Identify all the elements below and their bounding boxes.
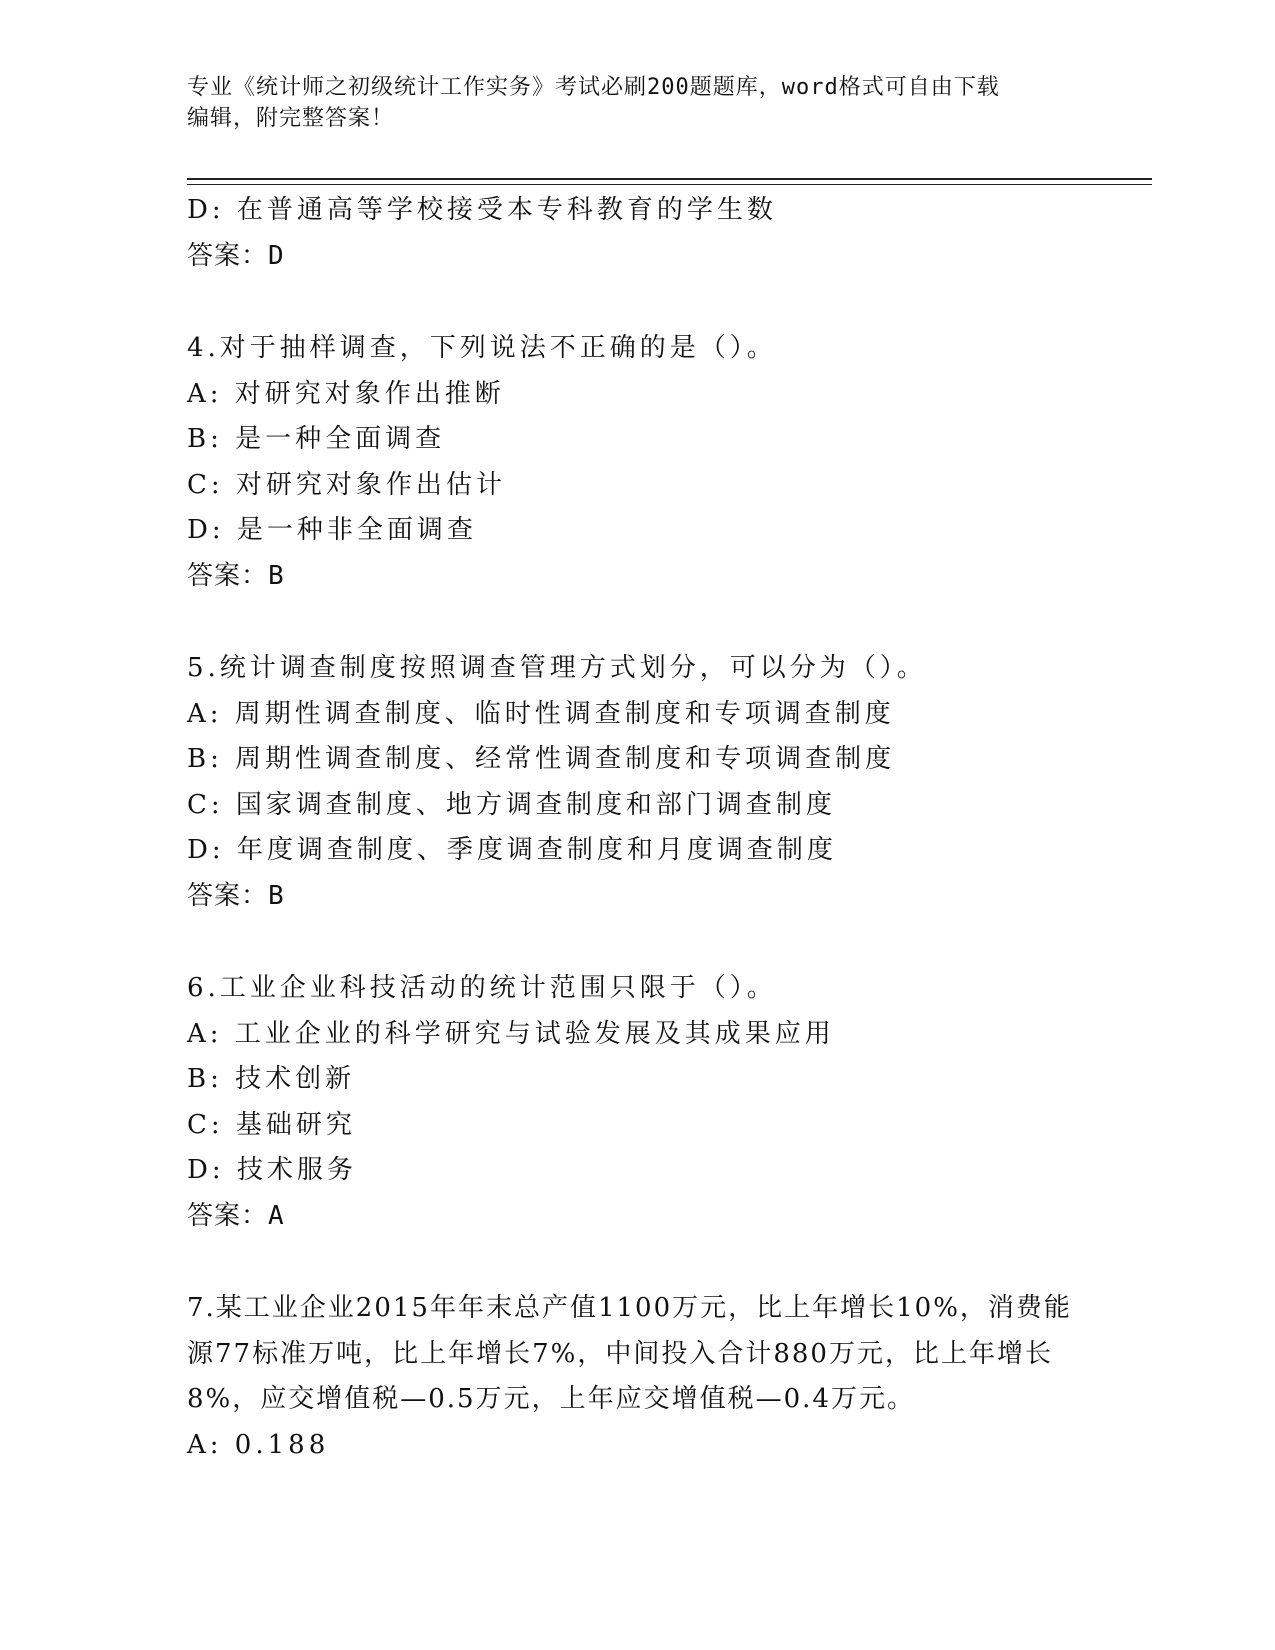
option-b: B: 周期性调查制度、经常性调查制度和专项调查制度 <box>187 744 896 774</box>
question-stem-line-1: 7.某工业企业2015年年末总产值1100万元，比上年增长10%，消费能 <box>187 1293 1072 1323</box>
question-list <box>187 188 1087 1468</box>
header-line-1: 专业《统计师之初级统计工作实务》考试必刷200题题库，word格式可自由下载 <box>187 75 1000 100</box>
option-a: A: 0.188 <box>187 1429 330 1460</box>
option-b: B: 是一种全面调查 <box>187 424 446 454</box>
answer-line <box>187 234 1087 280</box>
answer-label: 答案： <box>187 240 269 271</box>
header-line-2: 编辑，附完整答案！ <box>187 106 395 131</box>
question-stem: 4.对于抽样调查，下列说法不正确的是（）。 <box>187 333 777 363</box>
question-stem-line-2: 源77标准万吨，比上年增长7%，中间投入合计880万元，比上年增长 <box>187 1338 1053 1369</box>
answer-label: 答案： <box>187 880 269 911</box>
answer-value: D <box>268 240 285 271</box>
question-stem-line-3: 8%，应交增值税—0.5万元，上年应交增值税—0.4万元。 <box>187 1384 915 1414</box>
answer-line <box>187 874 1087 920</box>
answer-value: B <box>268 560 285 591</box>
header-divider-thin <box>187 184 1152 185</box>
document-header <box>187 72 1067 134</box>
option-d: D: 年度调查制度、季度调查制度和月度调查制度 <box>187 835 837 865</box>
answer-line <box>187 1194 1087 1240</box>
option-b: B: 技术创新 <box>187 1064 356 1094</box>
answer-value: A <box>268 1200 285 1231</box>
option-c: C: 基础研究 <box>187 1109 356 1140</box>
question-stem: 6.工业企业科技活动的统计范围只限于（）。 <box>187 973 777 1003</box>
option-c: C: 国家调查制度、地方调查制度和部门调查制度 <box>187 789 836 820</box>
question-5 <box>187 646 1087 919</box>
option-a: A: 工业企业的科学研究与试验发展及其成果应用 <box>187 1018 835 1049</box>
option-a: A: 对研究对象作出推断 <box>187 378 505 409</box>
option-d: D: 是一种非全面调查 <box>187 515 477 545</box>
question-7 <box>187 1286 1087 1468</box>
option-c: C: 对研究对象作出估计 <box>187 469 506 500</box>
answer-value: B <box>268 880 285 911</box>
answer-label: 答案： <box>187 560 269 591</box>
question-stem: 5.统计调查制度按照调查管理方式划分，可以分为（）。 <box>187 653 927 683</box>
header-divider-thick <box>187 178 1152 180</box>
answer-line <box>187 554 1087 600</box>
answer-label: 答案： <box>187 1200 269 1231</box>
option-d: D: 在普通高等学校接受本专科教育的学生数 <box>187 195 777 225</box>
option-d: D: 技术服务 <box>187 1155 357 1185</box>
option-a: A: 周期性调查制度、临时性调查制度和专项调查制度 <box>187 698 895 729</box>
question-6 <box>187 966 1087 1239</box>
question-4 <box>187 326 1087 599</box>
